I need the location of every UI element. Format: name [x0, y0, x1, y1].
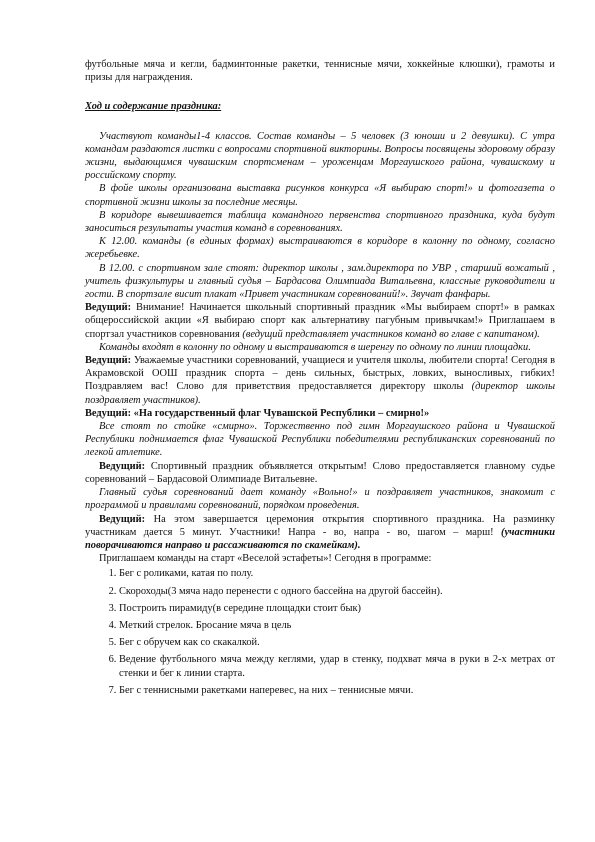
list-item: 7. Бег с теннисными ракетками наперевес, на них – теннисные мячи. — [119, 684, 555, 697]
document-page — [85, 58, 555, 701]
host-label: Ведущий: — [99, 460, 146, 472]
paragraph-teams: Участвуют команды1-4 классов. Состав команды – 5 человек (3 юноши и 2 девушки). С утра командам раздаются листки с вопросами спортивной викторины. Вопросы посвящены здоровому образу жизни, выдающимся чувашским спортсменам – уроженцам Моргаушского района, чувашскому и российскому спорту. — [85, 130, 555, 182]
paragraph-host-attention — [85, 301, 555, 341]
paragraph-exhibition: В фойе школы организована выставка рисунков конкурса «Я выбираю спорт!» и фотогазета о спортивной жизни школы за последние месяцы. — [85, 183, 555, 208]
paragraph-host-open — [85, 460, 555, 486]
host-speech: Уважаемые участники соревнований, учащиеся и учителя школы, любители спорта! Сегодня в Акрамовской ООШ праздник спорта – день сильных, быстрых, ловких, выносливых, гибких! Поздравляем вас! Слово для приветствия предоставляется директору школы — [85, 355, 555, 393]
paragraph-table: В коридоре вывешивается таблица командного первенства спортивного праздника, куда будут заноситься результаты участия команд в соревнованиях. — [85, 209, 555, 235]
list-item: 6. Ведение футбольного мяча между кеглями, удар в стенку, подхват мяча в руки в 2-х метрах от стенки и бег к линии старта. — [119, 653, 555, 679]
stage-note: (ведущий представляет участников команд во главе с капитаном). — [242, 328, 540, 340]
paragraph-host-flag — [85, 407, 555, 420]
host-speech: «На государственный флаг Чувашской Республики – смирно!» — [131, 407, 430, 419]
stage-note: (участники поворачиваются направо и рассаживаются по скамейкам). — [85, 526, 555, 551]
host-speech: Спортивный праздник объявляется открытым! Слово предоставляется главному судье соревнований – Бардасовой Олимпиаде Витальевне. — [85, 460, 555, 485]
list-item: 2. Скороходы(3 мяча надо перенести с одного бассейна на другой бассейн). — [119, 585, 555, 598]
host-label: Ведущий: — [85, 302, 132, 314]
host-label: Ведущий: — [85, 355, 132, 367]
paragraph-host-greeting — [85, 354, 555, 407]
list-item: 1. Бег с роликами, катая по полу. — [119, 567, 555, 580]
host-speech: Внимание! Начинается школьный спортивный праздник «Мы выбираем спорт!» в рамках общероссийской акции «Я выбираю спорт как альтернативу пагубным привычкам!» Приглашаем в спортзал участников соревнования — [85, 302, 555, 340]
paragraph-column: Команды входят в колонну по одному и выстраиваются в шеренгу по одному по линии площадки. — [99, 341, 531, 353]
paragraph-lineup: К 12.00. команды (в единых формах) выстраиваются в коридоре в колонну по одному, согласно жеребьевке. — [85, 236, 555, 261]
list-item: 5. Бег с обручем как со скакалкой. — [119, 636, 555, 649]
host-label: Ведущий: — [99, 513, 146, 525]
program-list — [85, 567, 555, 697]
list-item: 3. Построить пирамиду(в середине площадки стоит бык) — [119, 602, 555, 615]
paragraph-gym: В 12.00. с спортивном зале стоят: директор школы , зам.директора по УВР , старший вожатый , учитель физкультуры и главный судья – Бардасова Олимпиада Витальевна, классные руководители и гости. В спортзале висит плакат «Привет участникам соревнований!». Звучат фанфары. — [85, 262, 555, 301]
host-speech: На этом завершается церемония открытия спортивного праздника. На разминку участникам дается 5 минут. Участники! Напра - во, напра - во, шагом – марш! — [85, 513, 555, 538]
host-label: Ведущий: — [85, 407, 132, 419]
list-item: 4. Меткий стрелок. Бросание мяча в цель — [119, 619, 555, 632]
paragraph-judge: Главный судья соревнований дает команду «Вольно!» и поздравляет участников, знакомит с программой и правилами соревнований, порядком проведения. — [85, 487, 555, 512]
paragraph-host-close — [85, 513, 555, 553]
paragraph-anthem: Все стоят по стойке «смирно». Торжественно под гимн Моргаушского района и Чувашской Республики поднимается флаг Чувашской Республики победителями республиканских соревнований по легкой атлетике. — [85, 421, 555, 459]
section-heading: Ход и содержание праздника: — [85, 101, 222, 113]
intro-line: футбольные мяча и кегли, бадминтонные ракетки, теннисные мячи, хоккейные клюшки), грамоты и призы для награждения. — [85, 59, 555, 84]
stage-note: (директор школы поздравляет участников). — [85, 381, 555, 406]
paragraph-program-intro: Приглашаем команды на старт «Веселой эстафеты»! Сегодня в программе: — [99, 553, 432, 565]
